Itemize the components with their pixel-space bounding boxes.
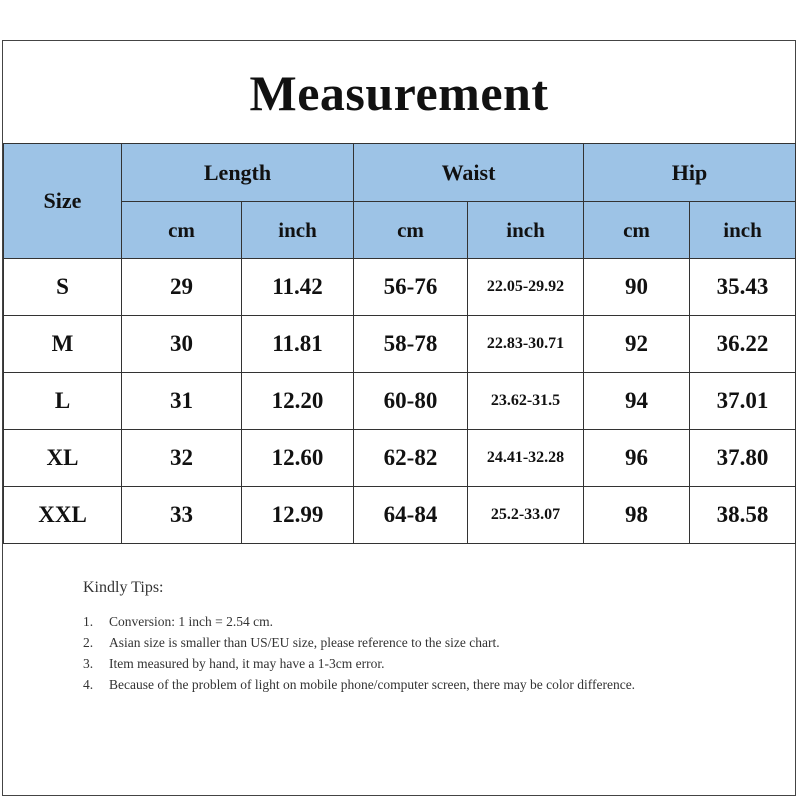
- waist-inch-cell: 23.62-31.5: [468, 373, 584, 430]
- waist-inch-cell: 24.41-32.28: [468, 430, 584, 487]
- tip-number: 2.: [83, 635, 94, 650]
- table-row: [4, 259, 796, 316]
- tip-number: 1.: [83, 614, 94, 629]
- length-inch-cell: 12.60: [242, 430, 354, 487]
- size-chart-card: [2, 40, 796, 796]
- table-row: [4, 430, 796, 487]
- hip-inch-cell: 37.01: [690, 373, 796, 430]
- hip-cm-cell: 98: [584, 487, 690, 544]
- hip-inch-cell: 36.22: [690, 316, 796, 373]
- length-cm-cell: 33: [122, 487, 242, 544]
- table-row: [4, 316, 796, 373]
- unit-header: cm: [354, 202, 468, 259]
- length-inch-cell: 12.20: [242, 373, 354, 430]
- size-cell: M: [4, 316, 122, 373]
- waist-cm-cell: 58-78: [354, 316, 468, 373]
- hip-inch-cell: 38.58: [690, 487, 796, 544]
- length-inch-cell: 11.81: [242, 316, 354, 373]
- tip-number: 4.: [83, 677, 94, 692]
- unit-header: inch: [690, 202, 796, 259]
- size-cell: XXL: [4, 487, 122, 544]
- waist-cm-cell: 60-80: [354, 373, 468, 430]
- length-cm-cell: 31: [122, 373, 242, 430]
- tip-text: Because of the problem of light on mobile phone/computer screen, there may be color difference.: [109, 677, 636, 692]
- table-row: [4, 487, 796, 544]
- size-cell: XL: [4, 430, 122, 487]
- length-group-header: Length: [122, 144, 354, 202]
- unit-header: inch: [242, 202, 354, 259]
- size-table: [3, 143, 796, 544]
- tip-text: Item measured by hand, it may have a 1-3cm error.: [109, 656, 385, 671]
- hip-inch-cell: 35.43: [690, 259, 796, 316]
- tip-item: [83, 632, 723, 653]
- table-row: [4, 373, 796, 430]
- hip-cm-cell: 92: [584, 316, 690, 373]
- waist-inch-cell: 25.2-33.07: [468, 487, 584, 544]
- length-inch-cell: 11.42: [242, 259, 354, 316]
- length-cm-cell: 29: [122, 259, 242, 316]
- length-inch-cell: 12.99: [242, 487, 354, 544]
- tips-list: [83, 611, 723, 695]
- waist-cm-cell: 56-76: [354, 259, 468, 316]
- size-cell: S: [4, 259, 122, 316]
- waist-cm-cell: 64-84: [354, 487, 468, 544]
- unit-header: cm: [122, 202, 242, 259]
- tip-item: [83, 611, 723, 632]
- unit-header: inch: [468, 202, 584, 259]
- waist-cm-cell: 62-82: [354, 430, 468, 487]
- tip-item: [83, 674, 723, 695]
- page-title: Measurement: [249, 65, 549, 121]
- hip-group-header: Hip: [584, 144, 796, 202]
- kindly-tips: [83, 579, 723, 695]
- tips-heading: Kindly Tips:: [83, 579, 164, 596]
- tip-text: Conversion: 1 inch = 2.54 cm.: [109, 614, 273, 629]
- tip-text: Asian size is smaller than US/EU size, please reference to the size chart.: [109, 635, 500, 650]
- tip-number: 3.: [83, 656, 94, 671]
- hip-cm-cell: 96: [584, 430, 690, 487]
- hip-inch-cell: 37.80: [690, 430, 796, 487]
- size-column-header: Size: [4, 144, 122, 259]
- hip-cm-cell: 94: [584, 373, 690, 430]
- length-cm-cell: 32: [122, 430, 242, 487]
- tip-item: [83, 653, 723, 674]
- waist-group-header: Waist: [354, 144, 584, 202]
- hip-cm-cell: 90: [584, 259, 690, 316]
- size-cell: L: [4, 373, 122, 430]
- unit-header: cm: [584, 202, 690, 259]
- length-cm-cell: 30: [122, 316, 242, 373]
- waist-inch-cell: 22.05-29.92: [468, 259, 584, 316]
- waist-inch-cell: 22.83-30.71: [468, 316, 584, 373]
